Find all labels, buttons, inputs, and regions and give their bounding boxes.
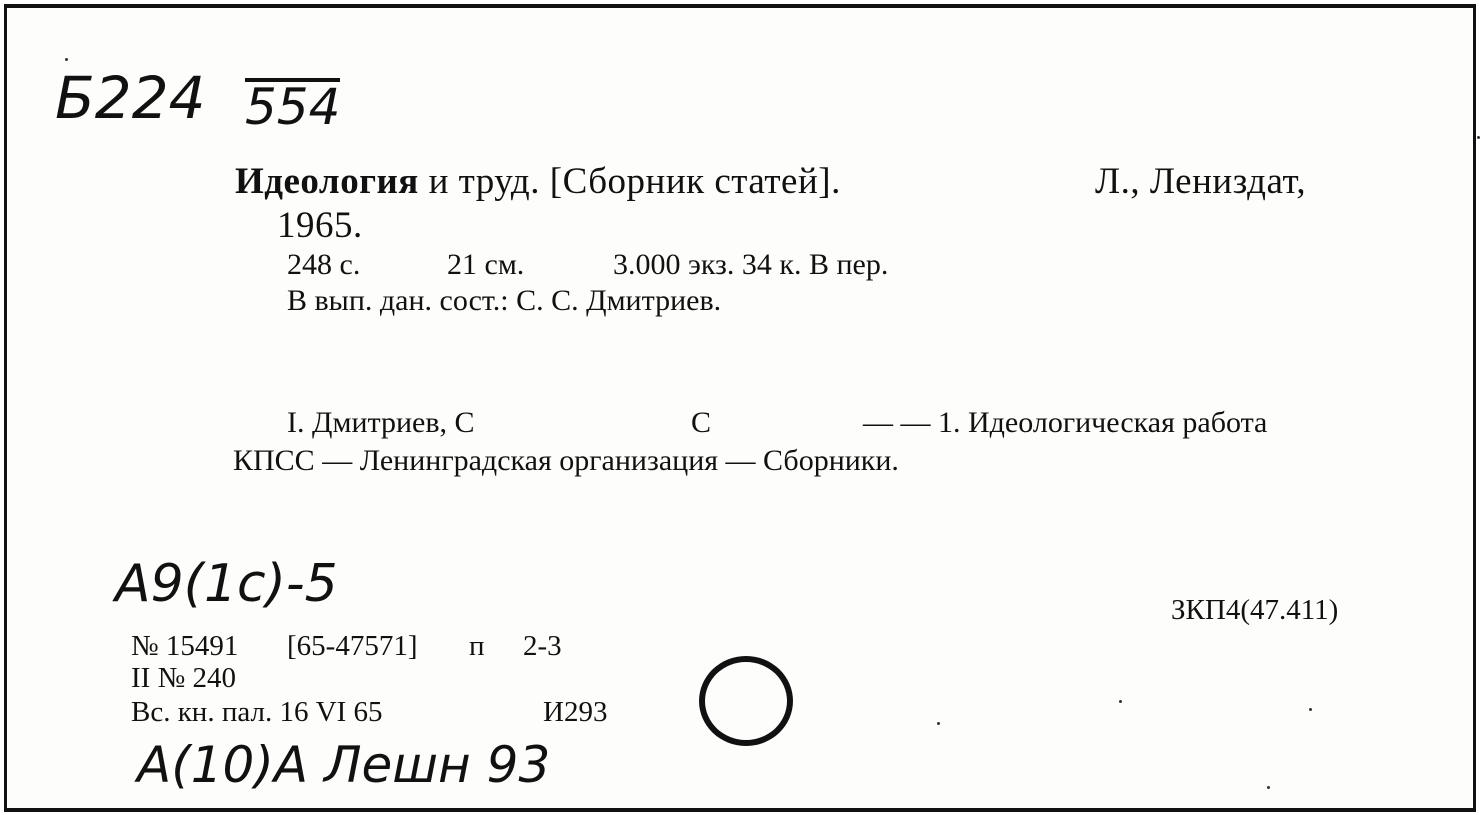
tracing-subject: — — 1. Идеологическая работа: [863, 406, 1268, 439]
size: 21 см.: [447, 248, 525, 281]
handwritten-call-number: [55, 64, 206, 132]
title-line: [235, 160, 841, 203]
handwritten-location-mark: А(10)А Лешн 93: [137, 736, 551, 794]
tracing-initial: С: [691, 406, 712, 439]
footer-line3-left: Вс. кн. пал. 16 VI 65: [131, 696, 383, 728]
catalog-card: [4, 4, 1476, 812]
tracing-author: I. Дмитриев, С: [287, 406, 475, 439]
imprint: Л., Лениздат,: [1095, 161, 1307, 202]
handwritten-call-number-denominator: 554: [245, 78, 341, 136]
footer-number: № 15491: [131, 630, 239, 662]
tracing-subject-cont: КПСС — Ленинградская организация — Сборники.: [233, 444, 899, 477]
handwritten-call-number-fraction: [245, 78, 341, 136]
classification-code: ЗКП4(47.411): [1171, 594, 1339, 626]
footer-line3-right: И293: [543, 696, 608, 728]
scan-speck: [1309, 708, 1312, 711]
compiler-note: В вып. дан. сост.: С. С. Дмитриев.: [287, 284, 722, 317]
title-rest: и труд. [Сборник статей].: [428, 161, 841, 202]
scan-speck: [937, 722, 940, 725]
scan-speck: [1477, 136, 1480, 139]
footer-range: 2-3: [523, 630, 562, 662]
handwritten-shelf-mark: А9(1с)-5: [115, 554, 338, 614]
scan-speck: [65, 58, 68, 61]
footer-line2: II № 240: [131, 662, 236, 694]
handwritten-call-number-main: Б224: [55, 64, 206, 132]
pages: 248 с.: [287, 248, 361, 281]
scan-speck: [1119, 700, 1122, 703]
footer-code: [65-47571]: [287, 630, 418, 662]
publication-year: 1965.: [277, 205, 363, 246]
footer-p: п: [469, 630, 485, 662]
title-bold: Идеология: [235, 161, 419, 202]
punch-hole-circle: [699, 656, 793, 746]
edition-info: 3.000 экз. 34 к. В пер.: [613, 248, 889, 281]
scan-speck: [1267, 786, 1270, 789]
